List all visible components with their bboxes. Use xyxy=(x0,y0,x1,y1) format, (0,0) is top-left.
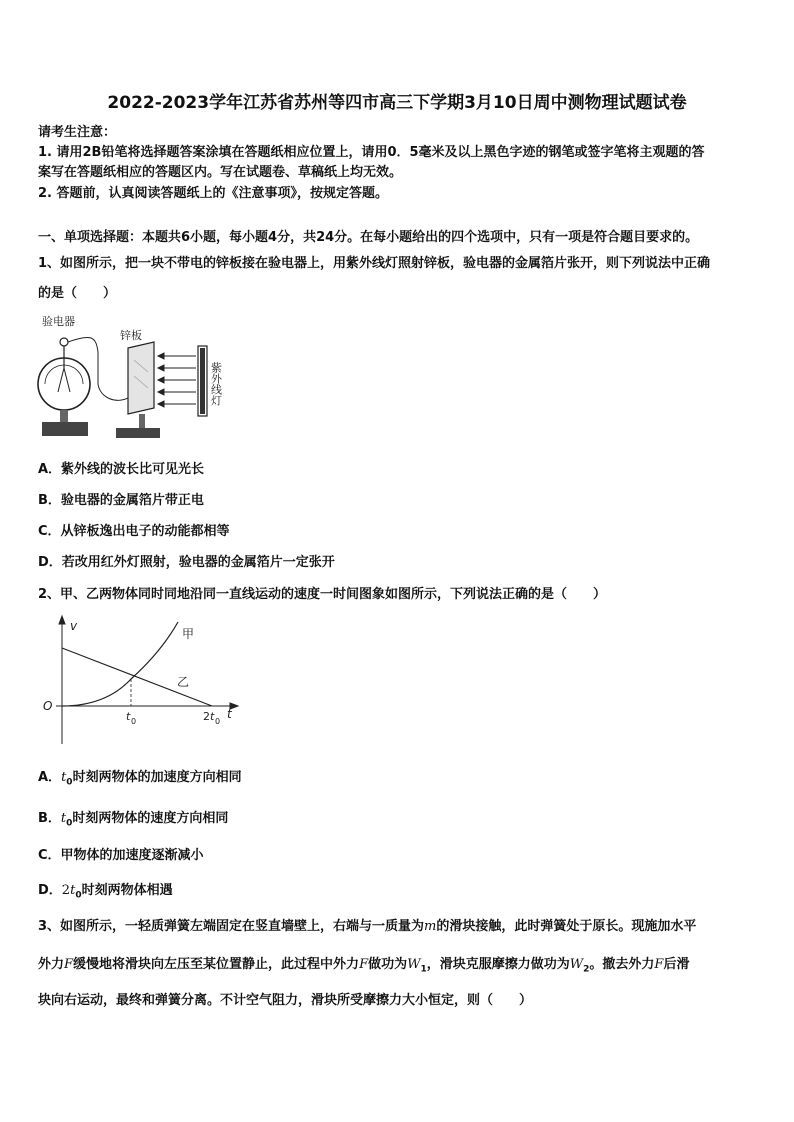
curve-jia-line xyxy=(62,622,178,706)
q2-option-b-var: t xyxy=(60,811,67,826)
q1-option-b: B．验电器的金属箔片带正电 xyxy=(38,493,204,508)
q2-vt-graph xyxy=(36,612,246,750)
q2-option-d-coef: 2 xyxy=(61,883,71,898)
uv-lamp-icon xyxy=(198,346,207,416)
q2-option-a xyxy=(38,766,242,788)
q2-option-d-var: t xyxy=(70,883,76,898)
origin-label: O xyxy=(43,699,53,713)
y-axis-label: v xyxy=(70,619,78,633)
q2-option-a-text: 时刻两物体的加速度方向相同 xyxy=(72,770,242,785)
q3-l2-e: 。撤去外力 xyxy=(589,957,655,972)
curve-jia-label: 甲 xyxy=(182,627,195,641)
q2-option-d xyxy=(38,879,173,901)
q2-stem: 2、甲、乙两物体同时同地沿同一直线运动的速度一时间图象如图所示，下列说法正确的是（ ） xyxy=(38,587,607,602)
q2-option-d-sub: 0 xyxy=(75,890,82,901)
q3-var-m: m xyxy=(424,919,437,934)
q1-option-d: D．若改用红外灯照射，验电器的金属箔片一定张开 xyxy=(38,555,335,570)
section-1-heading: 一、单项选择题：本题共6小题，每小题4分，共24分。在每小题给出的四个选项中，只有一项是符合题目要求的。 xyxy=(38,230,699,245)
q2-option-a-var: t xyxy=(61,770,67,785)
q1-option-a: A．紫外线的波长比可见光长 xyxy=(38,462,205,477)
q3-var-f3: F xyxy=(654,957,664,972)
tick-2t0-coef: 2 xyxy=(203,710,210,723)
tick-2t0-sub: 0 xyxy=(215,717,221,726)
tick-t0-sub: 0 xyxy=(131,717,137,726)
q3-var-f2: F xyxy=(359,957,369,972)
q3-l2-d: ，滑块克服摩擦力做功为 xyxy=(426,957,570,972)
electroscope-icon xyxy=(38,338,90,436)
notice-item-2: 2. 答题前，认真阅读答题纸上的《注意事项》，按规定答题。 xyxy=(38,186,389,201)
zinc-plate-label: 锌板 xyxy=(120,329,142,342)
q3-l2-f: 后滑 xyxy=(663,957,690,972)
q2-option-b-sub: 0 xyxy=(66,818,73,829)
notice-item-1-line-2: 案写在答题纸相应的答题区内。写在试题卷、草稿纸上均无效。 xyxy=(38,165,403,180)
notice-item-1-line-1: 1. 请用2B铅笔将选择题答案涂填在答题纸相应位置上，请用0．5毫米及以上黑色字迹的钢笔或签字笔将主观题的答 xyxy=(38,145,705,160)
q3-stem-line-3: 块向右运动，最终和弹簧分离。不计空气阻力，滑块所受摩擦力大小恒定，则（ ） xyxy=(38,993,533,1008)
q2-option-b xyxy=(38,807,228,829)
q1-option-c: C．从锌板逸出电子的动能都相等 xyxy=(38,524,230,539)
lamp-label xyxy=(210,361,223,406)
lamp-label-text: 紫外线灯 xyxy=(209,362,223,406)
q3-var-f1: F xyxy=(64,957,74,972)
q3-l1-b: 的滑块接触，此时弹簧处于原长。现施加水平 xyxy=(436,919,697,934)
q2-option-a-letter: A． xyxy=(38,770,62,785)
electroscope-label: 验电器 xyxy=(42,315,75,328)
q3-l2-a: 外力 xyxy=(38,957,65,972)
q1-stem-line-2: 的是（ ） xyxy=(38,286,117,301)
tick-2t0-label: t xyxy=(210,710,215,723)
zinc-plate-icon xyxy=(116,342,160,438)
tick-t0-label: t xyxy=(126,710,131,723)
x-axis-label: t xyxy=(227,707,232,721)
uv-rays xyxy=(158,353,196,407)
q3-var-w2: W xyxy=(569,957,584,972)
q1-stem-line-1: 1、如图所示，把一块不带电的锌板接在验电器上，用紫外线灯照射锌板，验电器的金属箔片张开，则下列说法中正确 xyxy=(38,256,711,271)
connecting-wire xyxy=(68,337,128,400)
curve-yi-line xyxy=(62,648,212,706)
q3-stem-line-1 xyxy=(38,915,696,934)
q2-option-a-sub: 0 xyxy=(66,777,73,788)
notice-heading: 请考生注意： xyxy=(38,125,117,140)
q3-l1-a: 3、如图所示，一轻质弹簧左端固定在竖直墙壁上，右端与一质量为 xyxy=(38,919,425,934)
q2-option-d-letter: D． xyxy=(38,883,62,898)
q3-var-w1: W xyxy=(407,957,421,972)
q1-figure xyxy=(36,312,236,444)
q3-l2-c: 做功为 xyxy=(368,957,408,972)
q2-option-c: C．甲物体的加速度逐渐减小 xyxy=(38,848,204,863)
q2-option-b-text: 时刻两物体的速度方向相同 xyxy=(72,811,229,826)
q3-var-w2-sub: 2 xyxy=(583,964,590,975)
page-title: 2022-2023学年江苏省苏州等四市高三下学期3月10日周中测物理试题试卷 xyxy=(107,93,687,113)
curve-yi-label: 乙 xyxy=(177,675,190,689)
q3-var-w1-sub: 1 xyxy=(420,964,427,975)
q3-stem-line-2 xyxy=(38,953,689,975)
q3-l2-b: 缓慢地将滑块向左压至某位置静止，此过程中外力 xyxy=(73,957,360,972)
q2-option-d-text: 时刻两物体相遇 xyxy=(81,883,173,898)
q2-option-b-letter: B． xyxy=(38,811,61,826)
